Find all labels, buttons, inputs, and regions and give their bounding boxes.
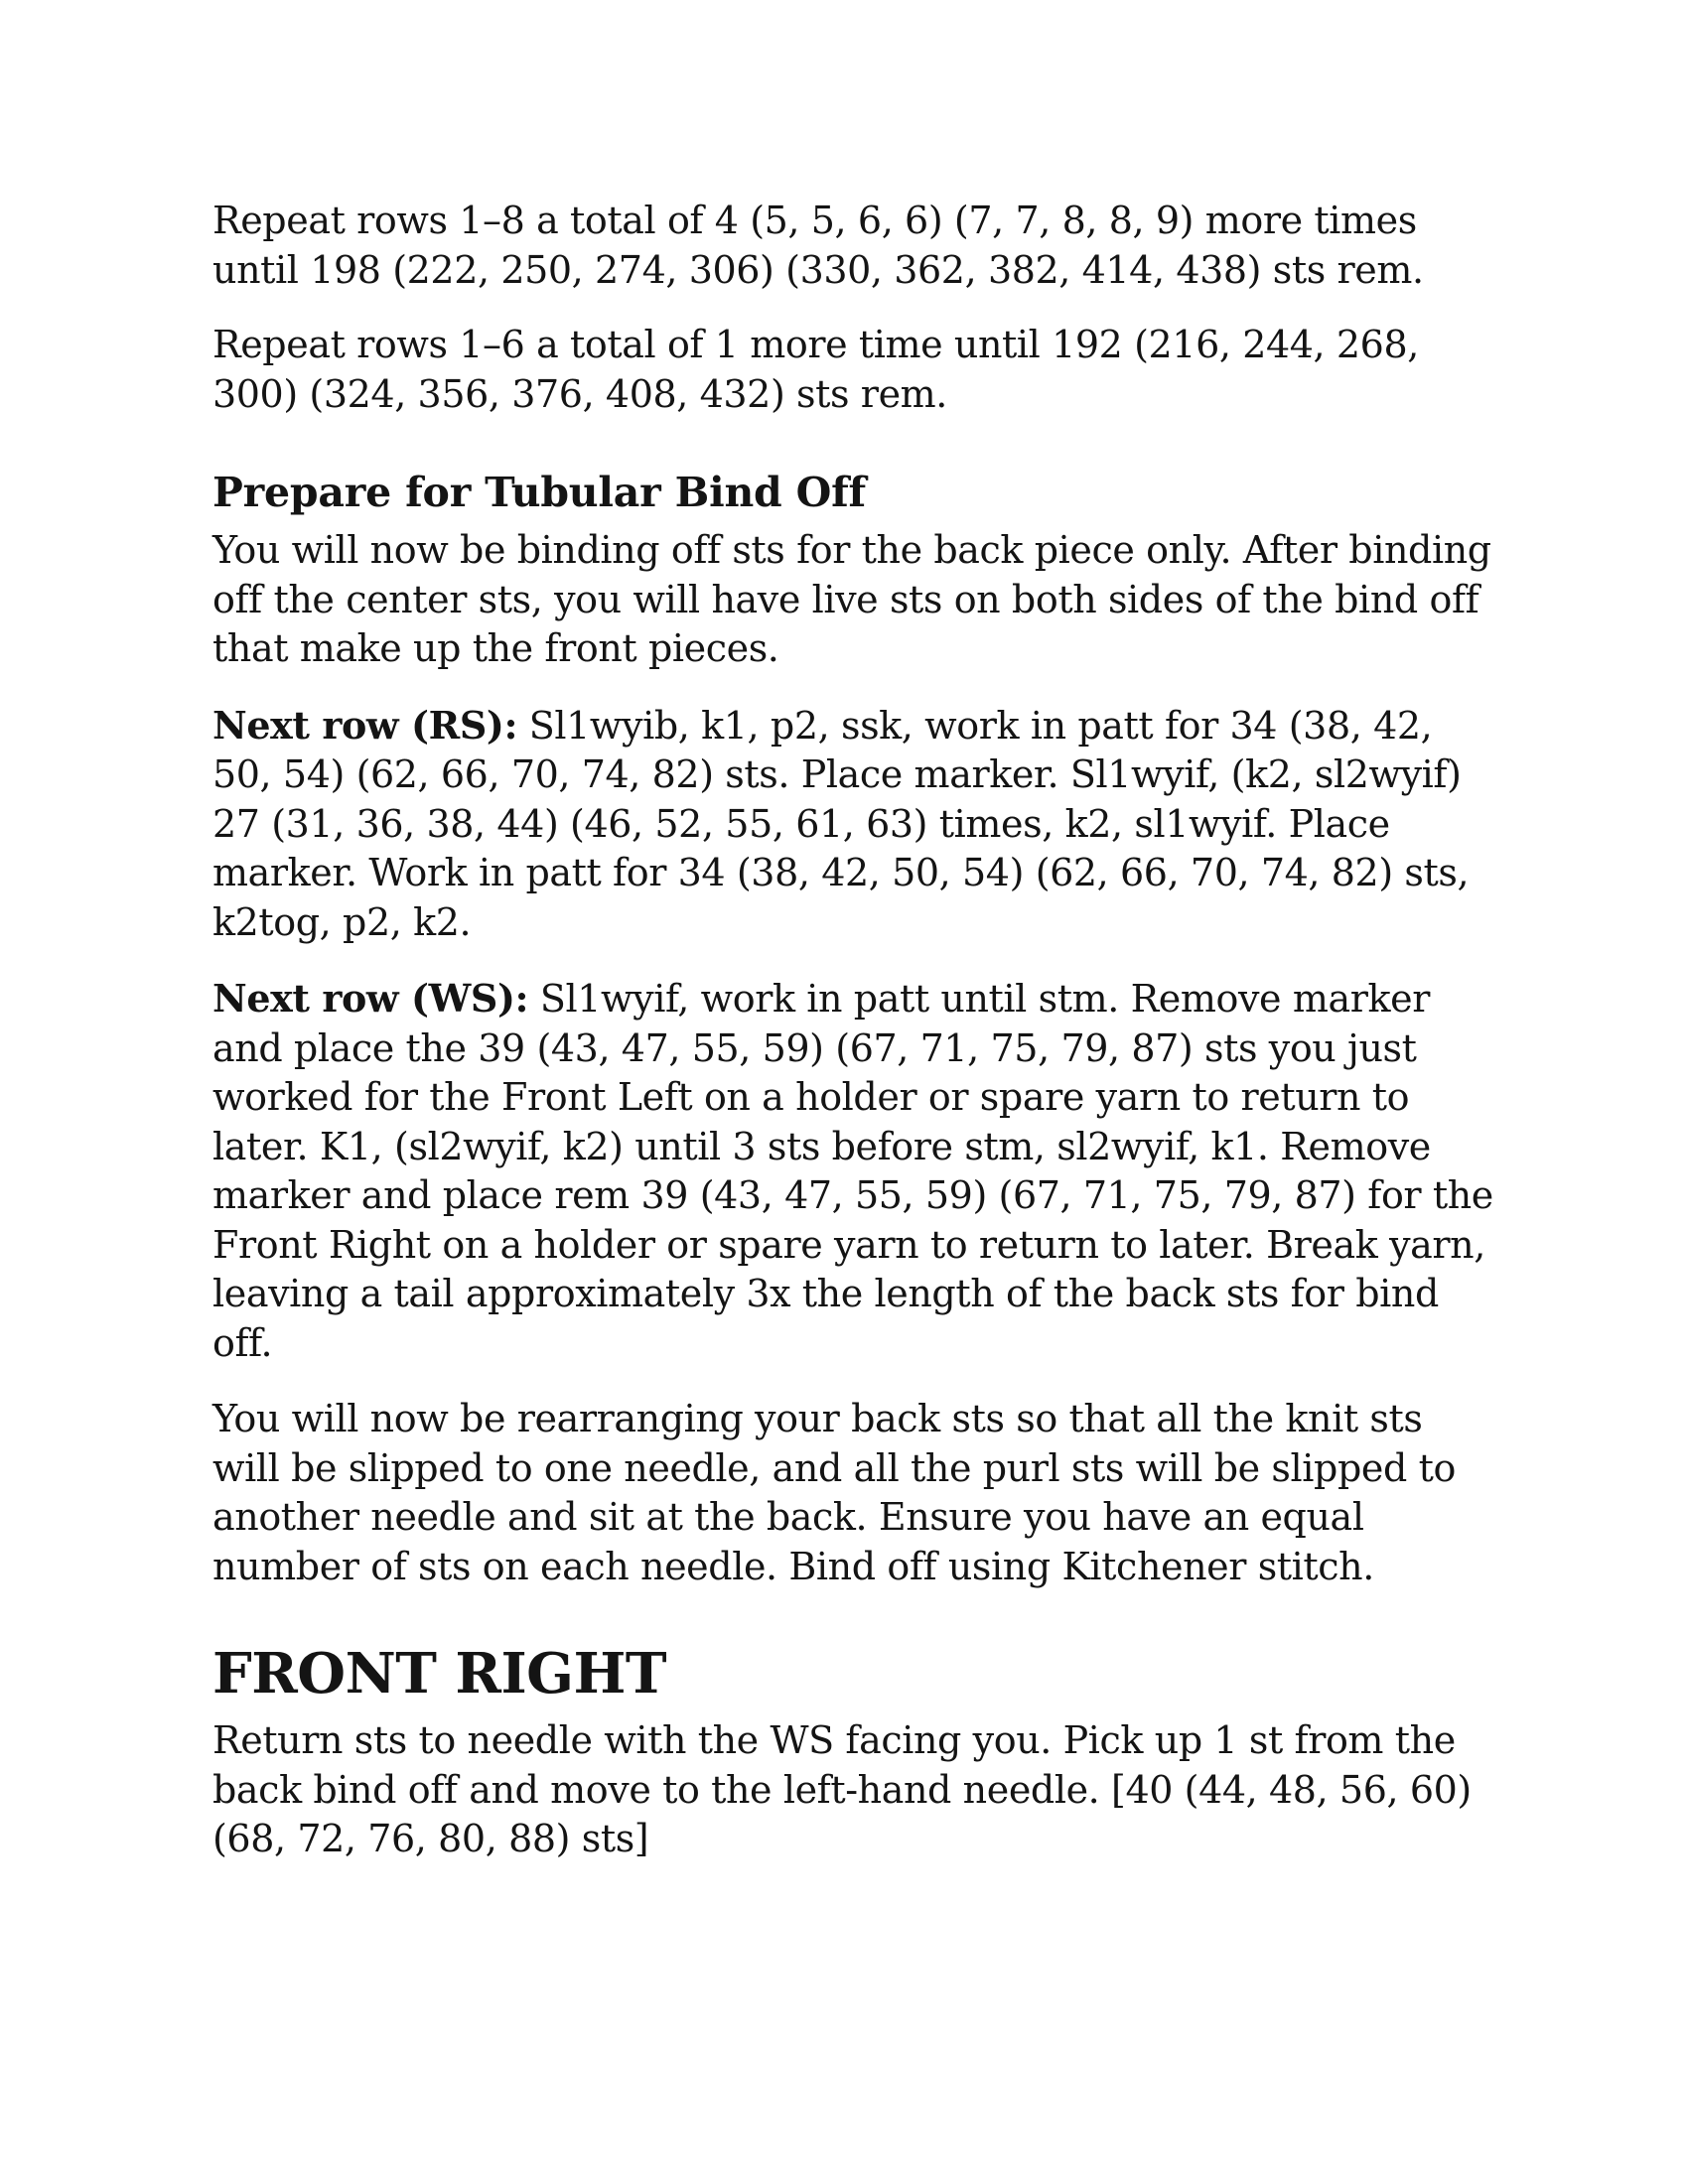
repeat-rows-1-6-paragraph: Repeat rows 1–6 a total of 1 more time until 192 (216, 244, 268, 300) (324, 356, 376, 408, 432) sts rem. [212,323,1419,416]
rearrange-paragraph: You will now be rearranging your back sts so that all the knit sts will be slipped to one needle, and all the purl sts will be slipped to another needle and sit at the back. Ensure you have an equal number of sts on each needle. Bind off using Kitchener stitch. [212,1397,1456,1588]
rs-row-instruction [212,701,1493,948]
ws-row-instruction [212,974,1493,1368]
tubular-bind-off-heading: Prepare for Tubular Bind Off [212,469,866,516]
front-right-heading: FRONT RIGHT [212,1641,667,1706]
ws-row-text: Sl1wyif, work in patt until stm. Remove marker and place the 39 (43, 47, 55, 59) (67, 71, 75, 79, 87) sts you just worked for the Front Left on a holder or spare yarn to return to later. K1, (sl2wyif, k2) until 3 sts before stm, sl2wyif, k1. Remove marker and place rem 39 (43, 47, 55, 59) (67, 71, 75, 79, 87) for the Front Right on a holder or spare yarn to return to later. Break yarn, leaving a tail approximately 3x the length of the back sts for bind off. [212,977,1493,1365]
ws-row-label: Next row (WS): [212,976,529,1021]
rs-row-text: Sl1wyib, k1, p2, ssk, work in patt for 34 (38, 42, 50, 54) (62, 66, 70, 74, 82) sts. Place marker. Sl1wyif, (k2, sl2wyif) 27 (31, 36, 38, 44) (46, 52, 55, 61, 63) times, k2, sl1wyif. Place marker. Work in patt for 34 (38, 42, 50, 54) (62, 66, 70, 74, 82) sts, k2tog, p2, k2. [212,703,1470,944]
repeat-rows-1-8-paragraph: Repeat rows 1–8 a total of 4 (5, 5, 6, 6) (7, 7, 8, 8, 9) more times until 198 (222, 250, 274, 306) (330, 362, 382, 414, 438) sts rem. [212,199,1424,292]
tubular-bind-off-intro: You will now be binding off sts for the back piece only. After binding off the center sts, you will have live sts on both sides of the bind off that make up the front pieces. [212,528,1491,670]
rs-row-label: Next row (RS): [212,702,518,748]
front-right-paragraph: Return sts to needle with the WS facing you. Pick up 1 st from the back bind off and move to the left-hand needle. [40 (44, 48, 56, 60) (68, 72, 76, 80, 88) sts] [212,1718,1472,1860]
document-page [212,197,1493,1864]
